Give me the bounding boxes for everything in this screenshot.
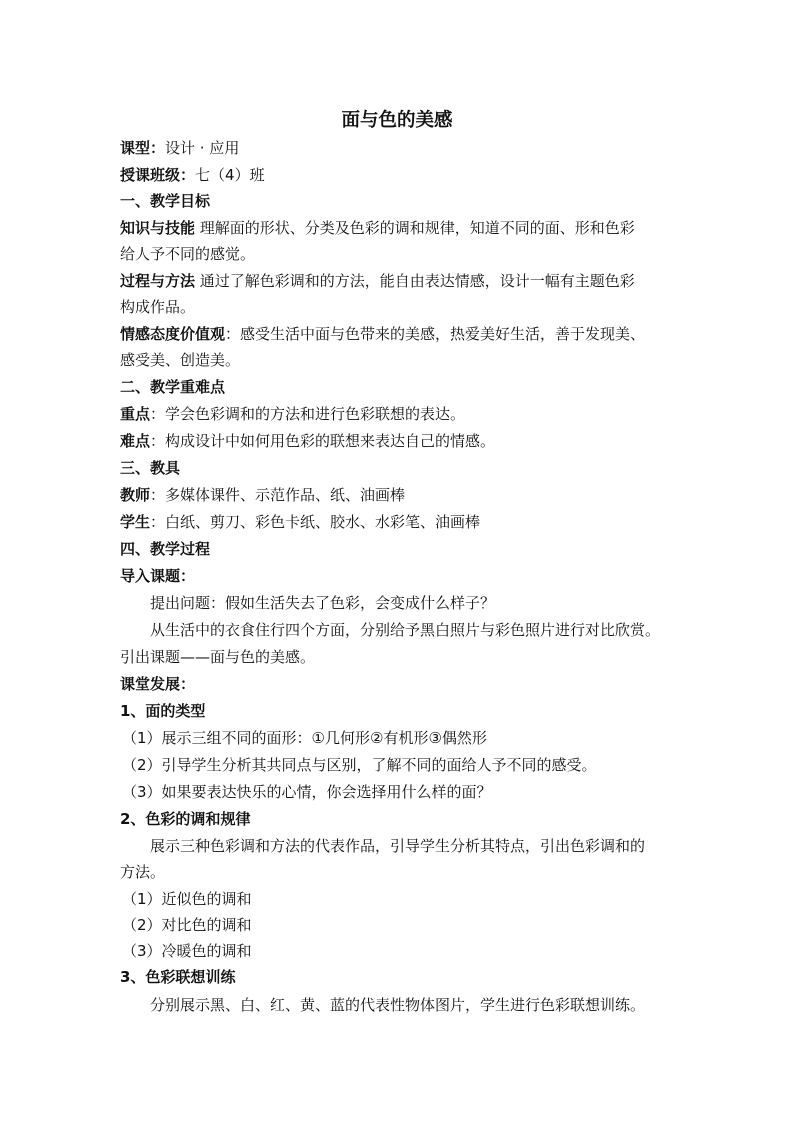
- course-type-label: 课型: [120, 139, 151, 157]
- colon: ：: [150, 139, 166, 157]
- class-line: [120, 164, 265, 186]
- intro-heading: 导入课题：: [120, 567, 196, 585]
- course-type-value: 设计 · 应用: [165, 139, 240, 157]
- process-line1: [120, 270, 635, 292]
- difficult-point-label: 难点: [120, 432, 151, 450]
- section1-heading: 一、教学目标: [120, 192, 211, 210]
- key-point-label: 重点: [120, 405, 151, 423]
- part1-heading: 1、面的类型: [120, 702, 206, 720]
- knowledge-line2: 给人予不同的感觉。: [120, 245, 256, 263]
- section4-heading: 四、教学过程: [120, 540, 211, 558]
- part3-heading: 3、色彩联想训练: [120, 968, 236, 986]
- emotion-line2: 感受美、创造美。: [120, 351, 241, 369]
- intro-paragraph1: 提出问题：假如生活失去了色彩，会变成什么样子？: [150, 594, 496, 612]
- process-label: 过程与方法: [120, 272, 196, 290]
- class-label: 授课班级: [120, 166, 181, 184]
- knowledge-text: 理解面的形状、分类及色彩的调和规律，知道不同的面、形和色彩: [195, 219, 635, 237]
- process-line2: 构成作品。: [120, 298, 196, 316]
- part2-item: （2）对比色的调和: [122, 916, 252, 934]
- intro-paragraph2-line2: 引出课题——面与色的美感。: [120, 648, 316, 666]
- difficult-point-text: ：构成设计中如何用色彩的联想来表达自己的情感。: [150, 432, 496, 450]
- student-text: ：白纸、剪刀、彩色卡纸、胶水、水彩笔、油画棒: [150, 513, 481, 531]
- develop-heading: 课堂发展：: [120, 675, 196, 693]
- section2-heading: 二、教学重难点: [120, 378, 226, 396]
- intro-paragraph2-line1: 从生活中的衣食住行四个方面，分别给予黑白照片与彩色照片进行对比欣赏。: [150, 621, 661, 639]
- emotion-label: 情感态度价值观: [120, 325, 226, 343]
- emotion-line1: [120, 323, 645, 345]
- part1-item: （1）展示三组不同的面形：①几何形②有机形③偶然形: [122, 729, 487, 747]
- part3-paragraph: 分别展示黑、白、红、黄、蓝的代表性物体图片，学生进行色彩联想训练。: [150, 996, 646, 1014]
- difficult-point-line: [120, 430, 495, 452]
- part2-paragraph-line2: 方法。: [120, 863, 166, 881]
- course-type-line: [120, 137, 239, 159]
- part1-item: （2）引导学生分析其共同点与区别，了解不同的面给人予不同的感受。: [122, 756, 597, 774]
- key-point-text: ：学会色彩调和的方法和进行色彩联想的表达。: [150, 405, 466, 423]
- part2-item: （3）冷暖色的调和: [122, 942, 252, 960]
- knowledge-line1: [120, 217, 635, 239]
- colon: ：: [180, 166, 196, 184]
- student-tools-line: [120, 511, 480, 533]
- knowledge-label: 知识与技能: [120, 219, 196, 237]
- part1-item: （3）如果要表达快乐的心情，你会选择用什么样的面？: [122, 783, 492, 801]
- student-label: 学生: [120, 513, 151, 531]
- class-value: 七（4）班: [195, 166, 265, 184]
- teacher-text: ：多媒体课件、示范作品、纸、油画棒: [150, 486, 406, 504]
- process-text: 通过了解色彩调和的方法，能自由表达情感，设计一幅有主题色彩: [195, 272, 635, 290]
- teacher-tools-line: [120, 484, 405, 506]
- key-point-line: [120, 403, 465, 425]
- page-title: 面与色的美感: [341, 110, 453, 131]
- teacher-label: 教师: [120, 486, 151, 504]
- emotion-text: ：感受生活中面与色带来的美感，热爱美好生活，善于发现美、: [225, 325, 646, 343]
- section3-heading: 三、教具: [120, 459, 181, 477]
- part2-paragraph-line1: 展示三种色彩调和方法的代表作品，引导学生分析其特点，引出色彩调和的: [150, 837, 646, 855]
- part2-item: （1）近似色的调和: [122, 890, 252, 908]
- part2-heading: 2、色彩的调和规律: [120, 810, 251, 828]
